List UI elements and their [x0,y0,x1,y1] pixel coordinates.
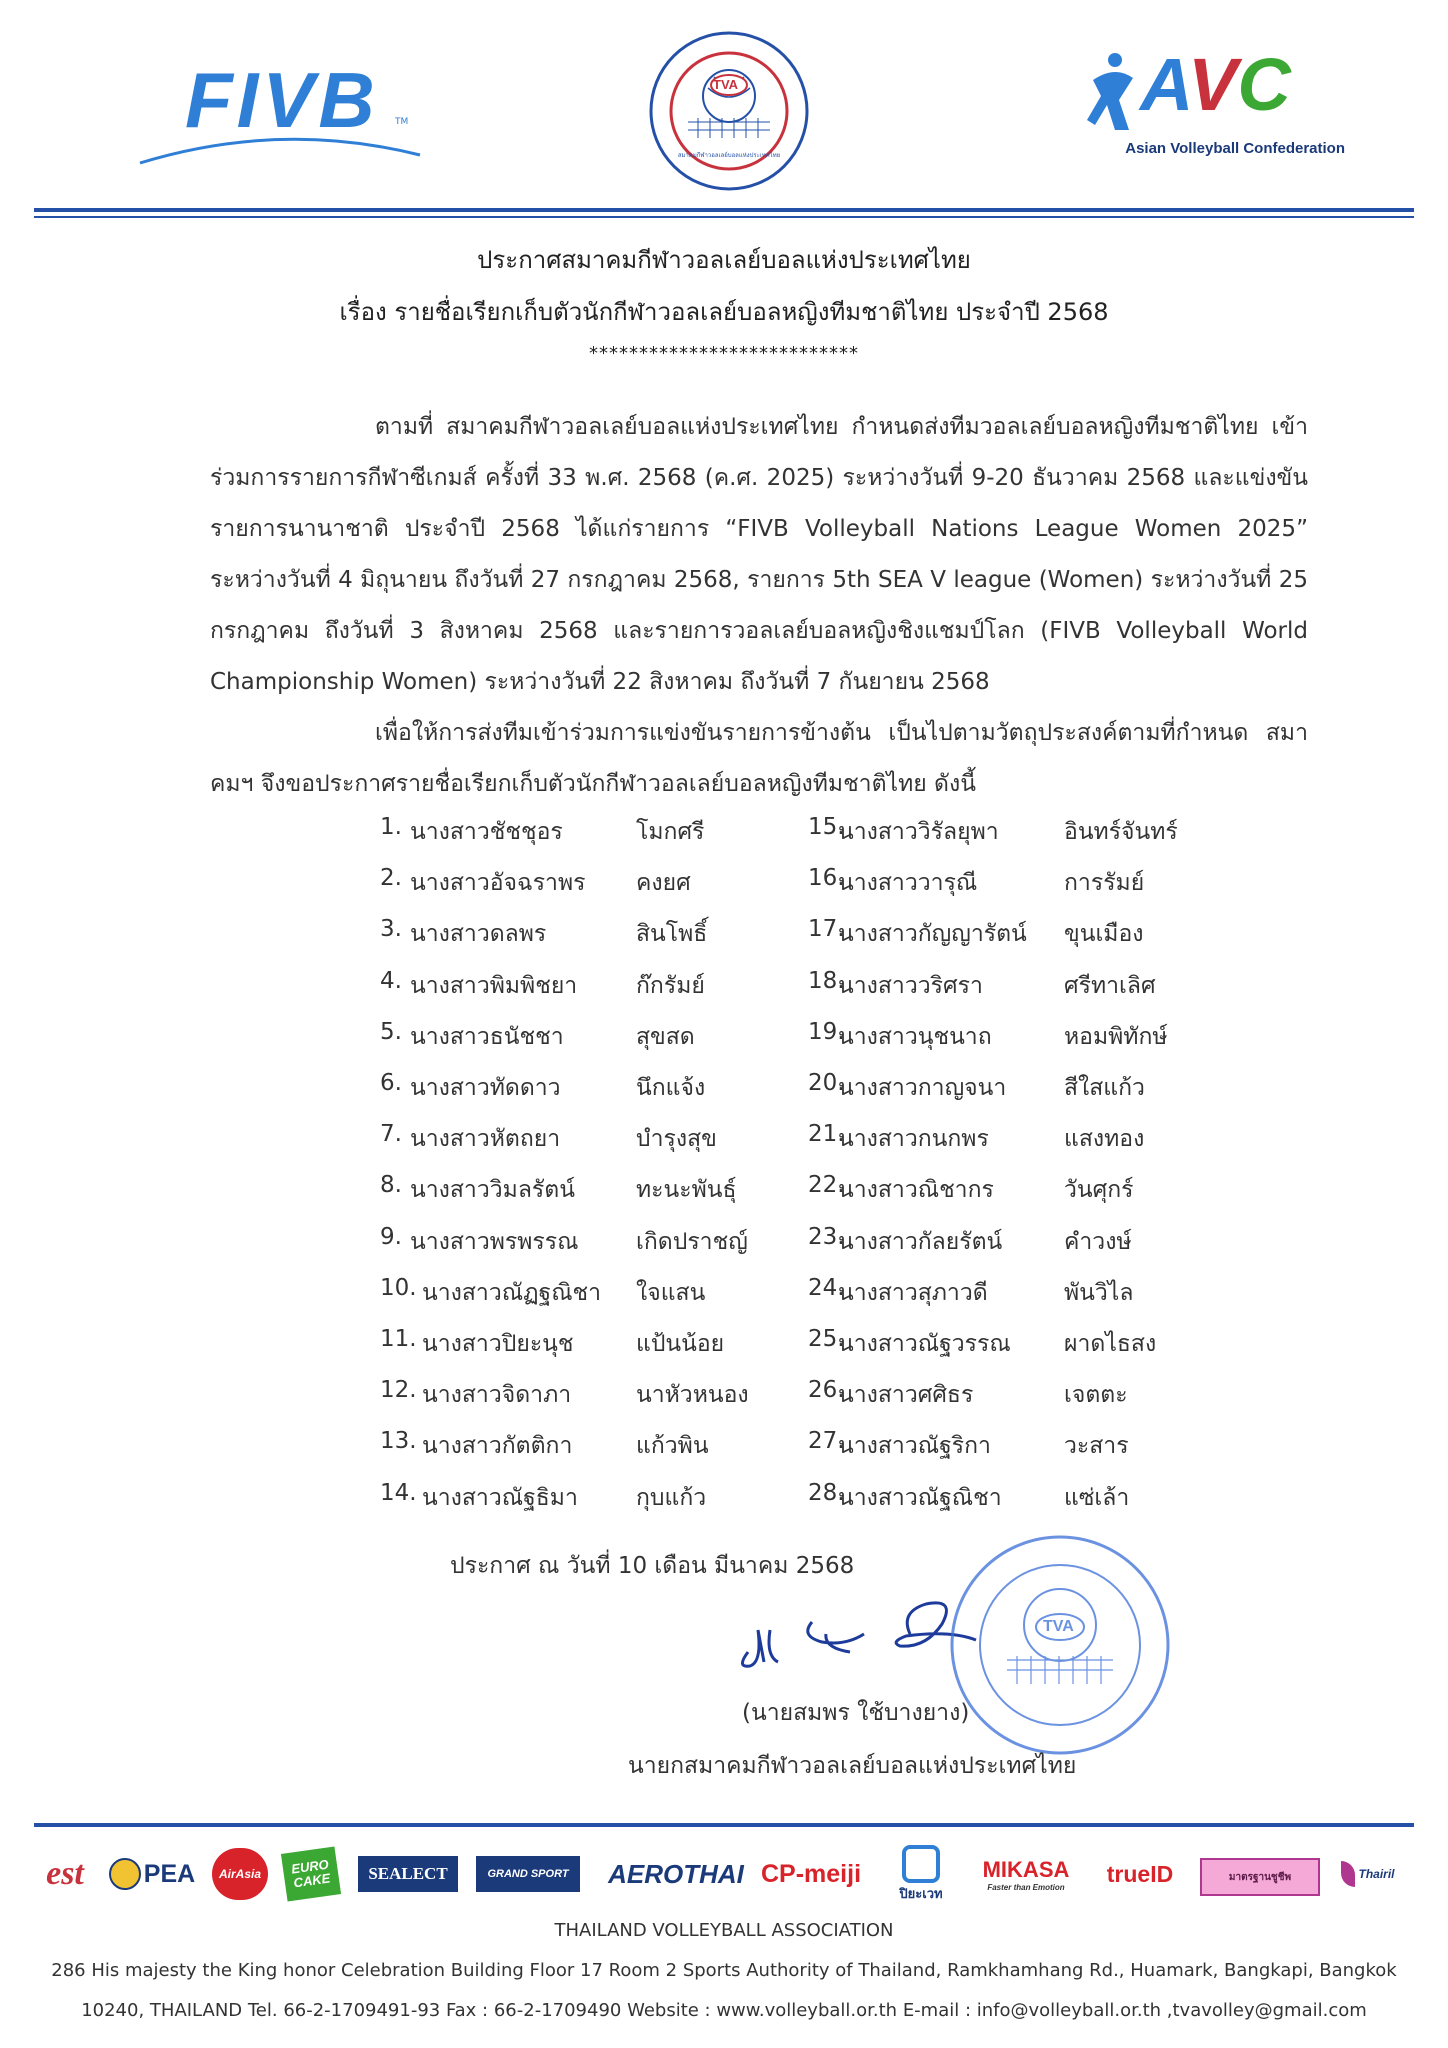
sponsor-piyavate-label: ปิยะเวท [899,1885,943,1901]
player-first-name: นางสาวจิดาภา [422,1382,572,1408]
header-rule-thin [34,216,1414,218]
sponsor-matrachuchip: มาตรฐานชูชีพ [1200,1858,1320,1896]
tva-stamp [945,1530,1175,1760]
player-first-name: นางสาวณัฐริกา [838,1433,991,1459]
player-last-name: สุขสด [636,1024,695,1050]
player-number: 21. [808,1121,845,1147]
player-last-name: แซ่เล้า [1064,1485,1130,1511]
player-number: 4. [380,968,402,994]
thairil-wing-icon [1341,1861,1355,1887]
sponsor-pea [102,1850,202,1898]
player-first-name: นางสาวณัฐธิมา [422,1485,578,1511]
player-last-name: แก้วพิน [636,1433,709,1459]
player-number: 10. [380,1275,417,1301]
announcement-subject: เรื่อง รายชื่อเรียกเก็บตัวนักกีฬาวอลเลย์บอลหญิงทีมชาติไทย ประจำปี 2568 [339,298,1109,326]
sponsor-thairil [1330,1850,1406,1898]
player-first-name: นางสาวณัฐวรรณ [838,1331,1011,1357]
player-first-name: นางสาวอัจฉราพร [410,870,586,896]
player-number: 15. [808,814,845,840]
player-last-name: นึกแจ้ง [636,1075,706,1101]
handwritten-signature [730,1590,980,1680]
sponsor-airasia: AirAsia [212,1848,268,1900]
fivb-swoosh-icon [135,125,425,170]
player-last-name: สินโพธิ์ [636,921,708,947]
pea-emblem-icon [109,1858,141,1890]
sponsor-pea-label: PEA [143,1859,196,1888]
sponsor-est: est [46,1855,84,1892]
player-first-name: นางสาววิมลรัตน์ [410,1177,575,1203]
player-first-name: นางสาววิรัลยุพา [838,819,999,845]
footer-address: 286 His majesty the King honor Celebration Building Floor 17 Room 2 Sports Authority of Thailand, Ramkhamhang Rd., Huamark, Bangkapi, Bangkok [51,1960,1397,1981]
announcement-title: ประกาศสมาคมกีฬาวอลเลย์บอลแห่งประเทศไทย [477,246,971,274]
player-number: 6. [380,1070,402,1096]
sponsor-piyavate [890,1842,952,1906]
player-number: 18. [808,968,845,994]
player-number: 16. [808,865,845,891]
player-first-name: นางสาวชัชชุอร [410,819,563,845]
avc-logo-text: AVC [1140,43,1291,126]
player-first-name: นางสาวกัญญารัตน์ [838,921,1027,947]
avc-subtitle: Asian Volleyball Confederation [1125,140,1345,157]
player-number: 14. [380,1480,417,1506]
player-number: 7. [380,1121,402,1147]
player-first-name: นางสาวณัฏฐณิชา [422,1280,602,1306]
tva-stamp-text: TVA [1043,1618,1074,1635]
player-first-name: นางสาววารุณี [838,870,978,896]
footer-org-name: THAILAND VOLLEYBALL ASSOCIATION [554,1920,894,1941]
tva-seal-ring-text: สมาคมกีฬาวอลเลย์บอลแห่งประเทศไทย [677,152,781,159]
tva-seal-text: TVA [713,77,739,92]
fivb-logo-text: FIVB [185,56,379,144]
player-last-name: เจตตะ [1064,1382,1128,1408]
player-last-name: ทะนะพันธุ์ [636,1177,737,1203]
fivb-tm: TM [395,117,409,127]
player-last-name: นาหัวหนอง [636,1382,749,1408]
player-last-name: สีใสแก้ว [1064,1075,1145,1101]
player-number: 24. [808,1275,845,1301]
player-number: 3. [380,916,402,942]
player-number: 26. [808,1377,845,1403]
player-first-name: นางสาวพรพรรณ [410,1229,579,1255]
player-number: 11. [380,1326,417,1352]
player-first-name: นางสาววริศรา [838,973,983,999]
player-last-name: วันศุกร์ [1064,1177,1134,1203]
player-last-name: บำรุงสุข [636,1126,717,1152]
player-last-name: อินทร์จันทร์ [1064,819,1178,845]
player-number: 12. [380,1377,417,1403]
player-number: 5. [380,1019,402,1045]
player-last-name: คำวงษ์ [1064,1229,1132,1255]
player-first-name: นางสาวกนกพร [838,1126,989,1152]
player-first-name: นางสาวธนัชชา [410,1024,564,1050]
announce-date: ประกาศ ณ วันที่ 10 เดือน มีนาคม 2568 [450,1553,855,1579]
sponsor-cpmeiji: CP-meiji [760,1859,862,1888]
separator-stars: *************************** [589,343,859,364]
avc-logo [1085,43,1345,160]
player-first-name: นางสาวทัดดาว [410,1075,561,1101]
sponsor-mikasa [966,1850,1086,1898]
tva-seal [648,30,810,192]
player-number: 1. [380,814,402,840]
sponsor-thairil-label: Thairil [1358,1867,1395,1881]
player-number: 28. [808,1480,845,1506]
player-number: 25. [808,1326,845,1352]
player-first-name: นางสาวศศิธร [838,1382,974,1408]
player-last-name: ศรีทาเลิศ [1064,973,1156,999]
fivb-logo [135,55,425,170]
footer-rule [34,1823,1414,1827]
tva-stamp-icon [945,1530,1175,1760]
player-first-name: นางสาวณัฐณิชา [838,1485,1002,1511]
player-last-name: แสงทอง [1064,1126,1145,1152]
player-first-name: นางสาวกัลยรัตน์ [838,1229,1003,1255]
signatory-position: นายกสมาคมกีฬาวอลเลย์บอลแห่งประเทศไทย [628,1753,1077,1779]
player-first-name: นางสาวนุชนาถ [838,1024,992,1050]
player-last-name: พันวิไล [1064,1280,1134,1306]
player-number: 19. [808,1019,845,1045]
player-last-name: ก๊กรัมย์ [636,973,705,999]
player-last-name: การรัมย์ [1064,870,1145,896]
sponsor-trueid: trueID [1106,1860,1174,1887]
player-last-name: กุบแก้ว [636,1485,707,1511]
piyavate-logo-icon [902,1845,940,1883]
body-paragraph-2: เพื่อให้การส่งทีมเข้าร่วมการแข่งขันรายการข้างต้น เป็นไปตามวัตถุประสงค์ตามที่กำหนด สมาคมฯ จึงขอประกาศรายชื่อเรียกเก็บตัวนักกีฬาวอลเลย์บอลหญิงทีมชาติไทย ดังนี้ [210,720,1308,797]
player-first-name: นางสาวดลพร [410,921,547,947]
signatory-name: (นายสมพร ใช้บางยาง) [742,1700,970,1726]
player-last-name: คงยศ [636,870,691,896]
player-first-name: นางสาวกัตติกา [422,1433,573,1459]
avc-player-icon [1085,50,1145,135]
player-first-name: นางสาวณิชากร [838,1177,994,1203]
footer-contact: 10240, THAILAND Tel. 66-2-1709491-93 Fax : 66-2-1709490 Website : www.volleyball.or.th E-mail : info@volleyball.or.th ,tvavolley@gmail.com [81,2000,1367,2021]
sponsor-mikasa-tagline: Faster than Emotion [987,1882,1065,1892]
player-first-name: นางสาวหัตถยา [410,1126,561,1152]
player-last-name: แป้นน้อย [636,1331,725,1357]
player-last-name: ผาดไธสง [1064,1331,1157,1357]
player-last-name: วะสาร [1064,1433,1129,1459]
player-first-name: นางสาวสุภาวดี [838,1280,988,1306]
sponsor-eurocake: EURO CAKE [281,1846,341,1901]
sponsor-grandsport: GRAND SPORT [476,1856,580,1892]
player-first-name: นางสาวพิมพิชยา [410,973,578,999]
sponsor-mikasa-label: MIKASA [982,1856,1070,1882]
player-last-name: หอมพิทักษ์ [1064,1024,1168,1050]
player-number: 2. [380,865,402,891]
player-number: 27. [808,1428,845,1454]
player-number: 23. [808,1224,845,1250]
player-number: 20. [808,1070,845,1096]
sponsor-aerothai: AEROTHAI [608,1858,744,1889]
sponsor-sealect: SEALECT [358,1856,458,1892]
player-number: 17. [808,916,845,942]
player-first-name: นางสาวปิยะนุช [422,1331,574,1357]
body-paragraph-1: ตามที่ สมาคมกีฬาวอลเลย์บอลแห่งประเทศไทย กำหนดส่งทีมวอลเลย์บอลหญิงทีมชาติไทย เข้าร่วมการรายการกีฬาซีเกมส์ ครั้งที่ 33 พ.ศ. 2568 (ค.ศ. 2025) ระหว่างวันที่ 9-20 ธันวาคม 2568 และแข่งขันรายการนานาชาติ ประจำปี 2568 ได้แก่รายการ “FIVB Volleyball Nations League Women 2025” ระหว่างวันที่ 4 มิถุนายน ถึงวันที่ 27 กรกฎาคม 2568, รายการ 5th SEA V league (Women) ระหว่างวันที่ 25 กรกฎาคม ถึงวันที่ 3 สิงหาคม 2568 และรายการวอลเลย์บอลหญิงชิงแชมป์โลก (FIVB Volleyball World Championship Women) ระหว่างวันที่ 22 สิงหาคม ถึงวันที่ 7 กันยายน 2568 [210,414,1308,695]
player-last-name: เกิดปราชญ์ [636,1229,748,1255]
player-number: 8. [380,1172,402,1198]
player-last-name: ขุนเมือง [1064,921,1144,947]
header-rule-thick [34,208,1414,212]
player-first-name: นางสาวกาญจนา [838,1075,1007,1101]
player-number: 13. [380,1428,417,1454]
player-number: 9. [380,1224,402,1250]
player-last-name: โมกศรี [636,819,705,845]
player-last-name: ใจแสน [636,1280,706,1306]
tva-seal-icon [648,30,810,192]
player-number: 22. [808,1172,845,1198]
